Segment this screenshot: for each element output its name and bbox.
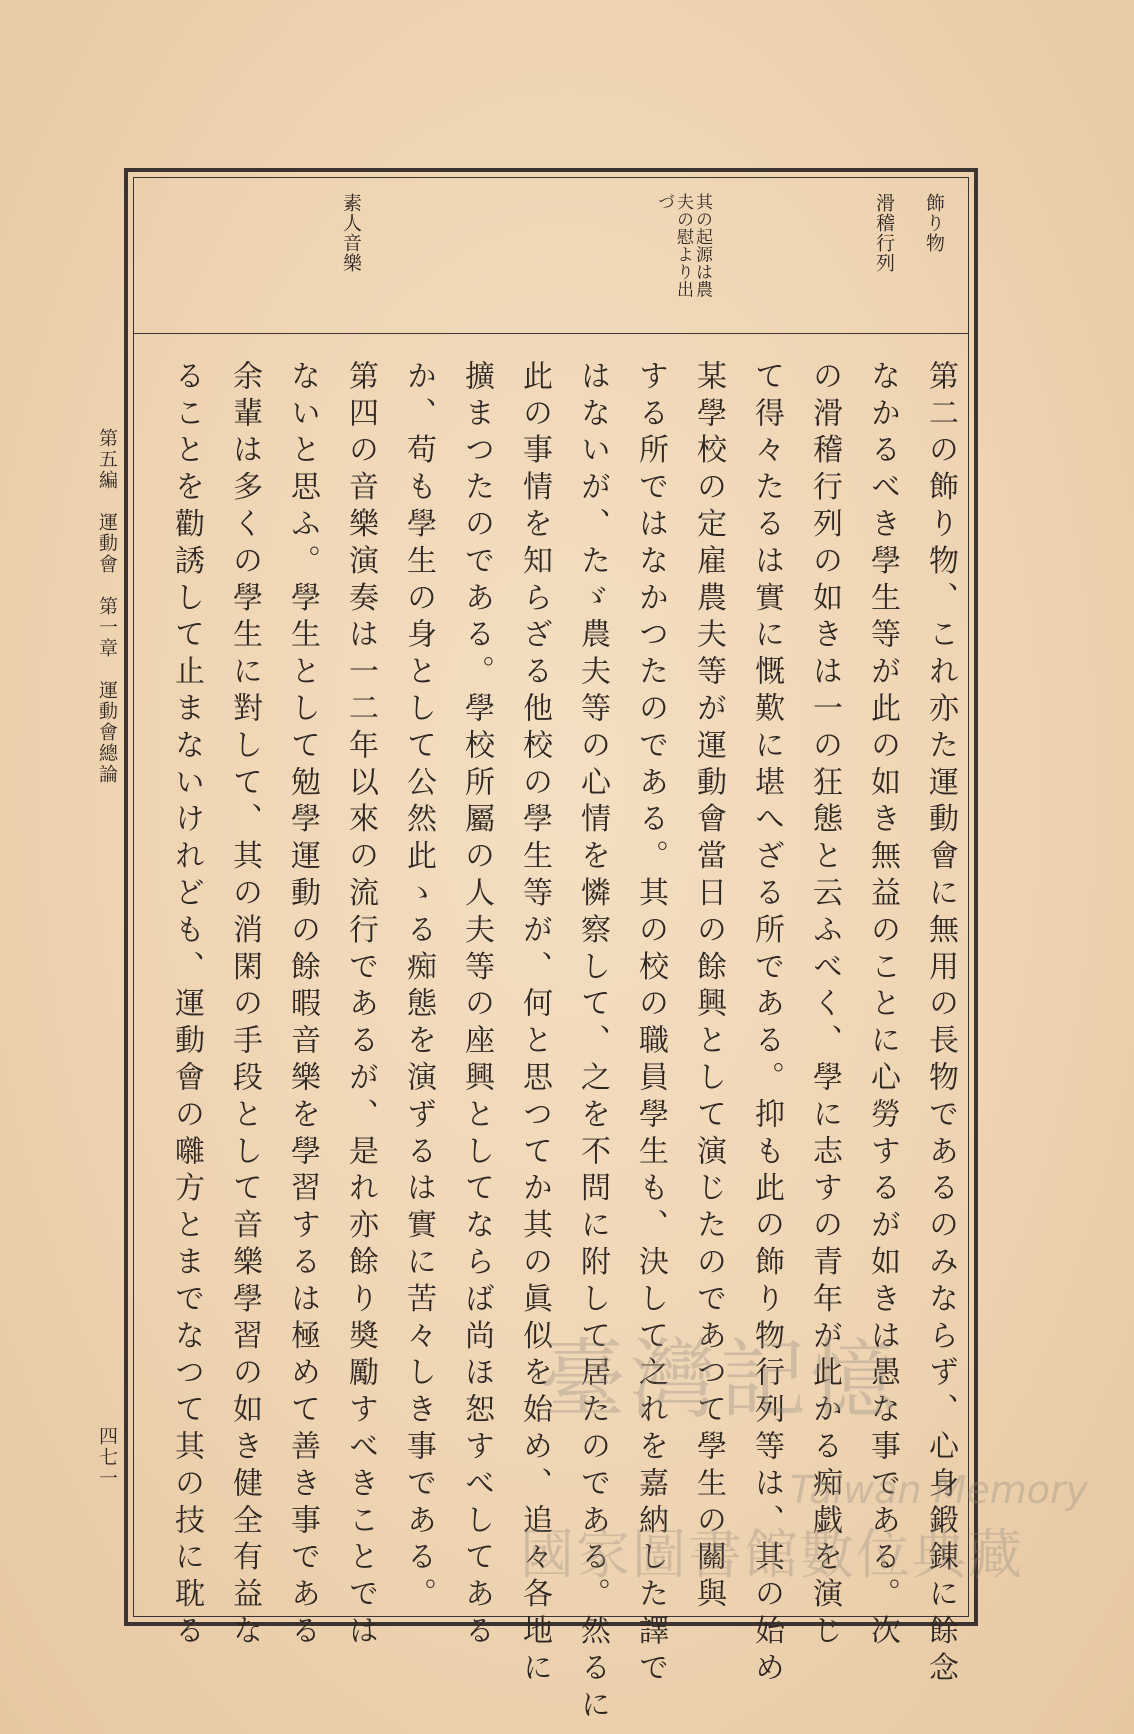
body-line-9: 擴まつたのである。學校所屬の人夫等の座興としてならば尚ほ恕すべしてある xyxy=(459,360,494,1652)
body-line-4: て得々たるは實に慨歎に堪へざる所である。抑も此の飾り物行列等は、其の始め xyxy=(749,360,784,1689)
headnote-comic-procession: 滑稽行列 xyxy=(873,193,895,273)
body-line-12: ないと思ふ。學生として勉學運動の餘暇音樂を學習するは極めて善き事である xyxy=(285,360,320,1652)
body-line-1: 第二の飾り物、これ亦た運動會に無用の長物であるのみならず、心身鍛錬に餘念 xyxy=(923,360,958,1689)
body-line-6: する所ではなかつたのである。其の校の職員學生も、決して之れを嘉納した譯で xyxy=(633,360,668,1689)
headnote-divider xyxy=(133,333,969,334)
headnote-origin-line3: づ xyxy=(654,193,674,211)
watermark-logo: 臺灣記憶 xyxy=(540,1330,900,1430)
body-line-14: ることを勸誘して止まないけれども、運動會の囃方とまでなつて其の技に耽る xyxy=(169,360,204,1652)
watermark-library-name: 國家圖書館數位典藏 xyxy=(520,1523,1024,1586)
body-line-10: か、苟も學生の身として公然此ゝる痴態を演ずるは實に苦々しき事である。 xyxy=(401,360,436,1615)
body-line-2: なかるべき學生等が此の如き無益のことに心勞するが如きは愚な事である。次 xyxy=(865,360,900,1652)
headnote-origin-line1: 其の起源は農 xyxy=(692,193,712,298)
running-title: 第五編 運動會 第一章 運動會總論 xyxy=(96,428,118,785)
watermark-english: Taiwan Memory xyxy=(790,1468,1089,1512)
headnote-decorations: 飾り物 xyxy=(923,193,945,253)
body-line-7: はないが、たゞ農夫等の心情を憐察して、之を不問に附して居たのである。然るに xyxy=(575,360,610,1726)
body-line-8: 此の事情を知らざる他校の學生等が、何と思つてか其の眞似を始め、追々各地に xyxy=(517,360,552,1689)
body-line-11: 第四の音樂演奏は一二年以來の流行であるが、是れ亦餘り奬勵すべきことでは xyxy=(343,360,378,1652)
body-line-13: 余輩は多くの學生に對して、其の消閑の手段として音樂學習の如き健全有益な xyxy=(227,360,262,1652)
headnote-amateur-music: 素人音樂 xyxy=(340,193,362,273)
body-line-5: 某學校の定雇農夫等が運動會當日の餘興として演じたのであつて學生の關與 xyxy=(691,360,726,1615)
headnote-origin-line2: 夫の慰より出 xyxy=(673,193,693,298)
page-number: 四七一 xyxy=(96,1426,118,1489)
body-line-3: の滑稽行列の如きは一の狂態と云ふべく、學に志すの青年が此かる痴戯を演じ xyxy=(807,360,842,1652)
